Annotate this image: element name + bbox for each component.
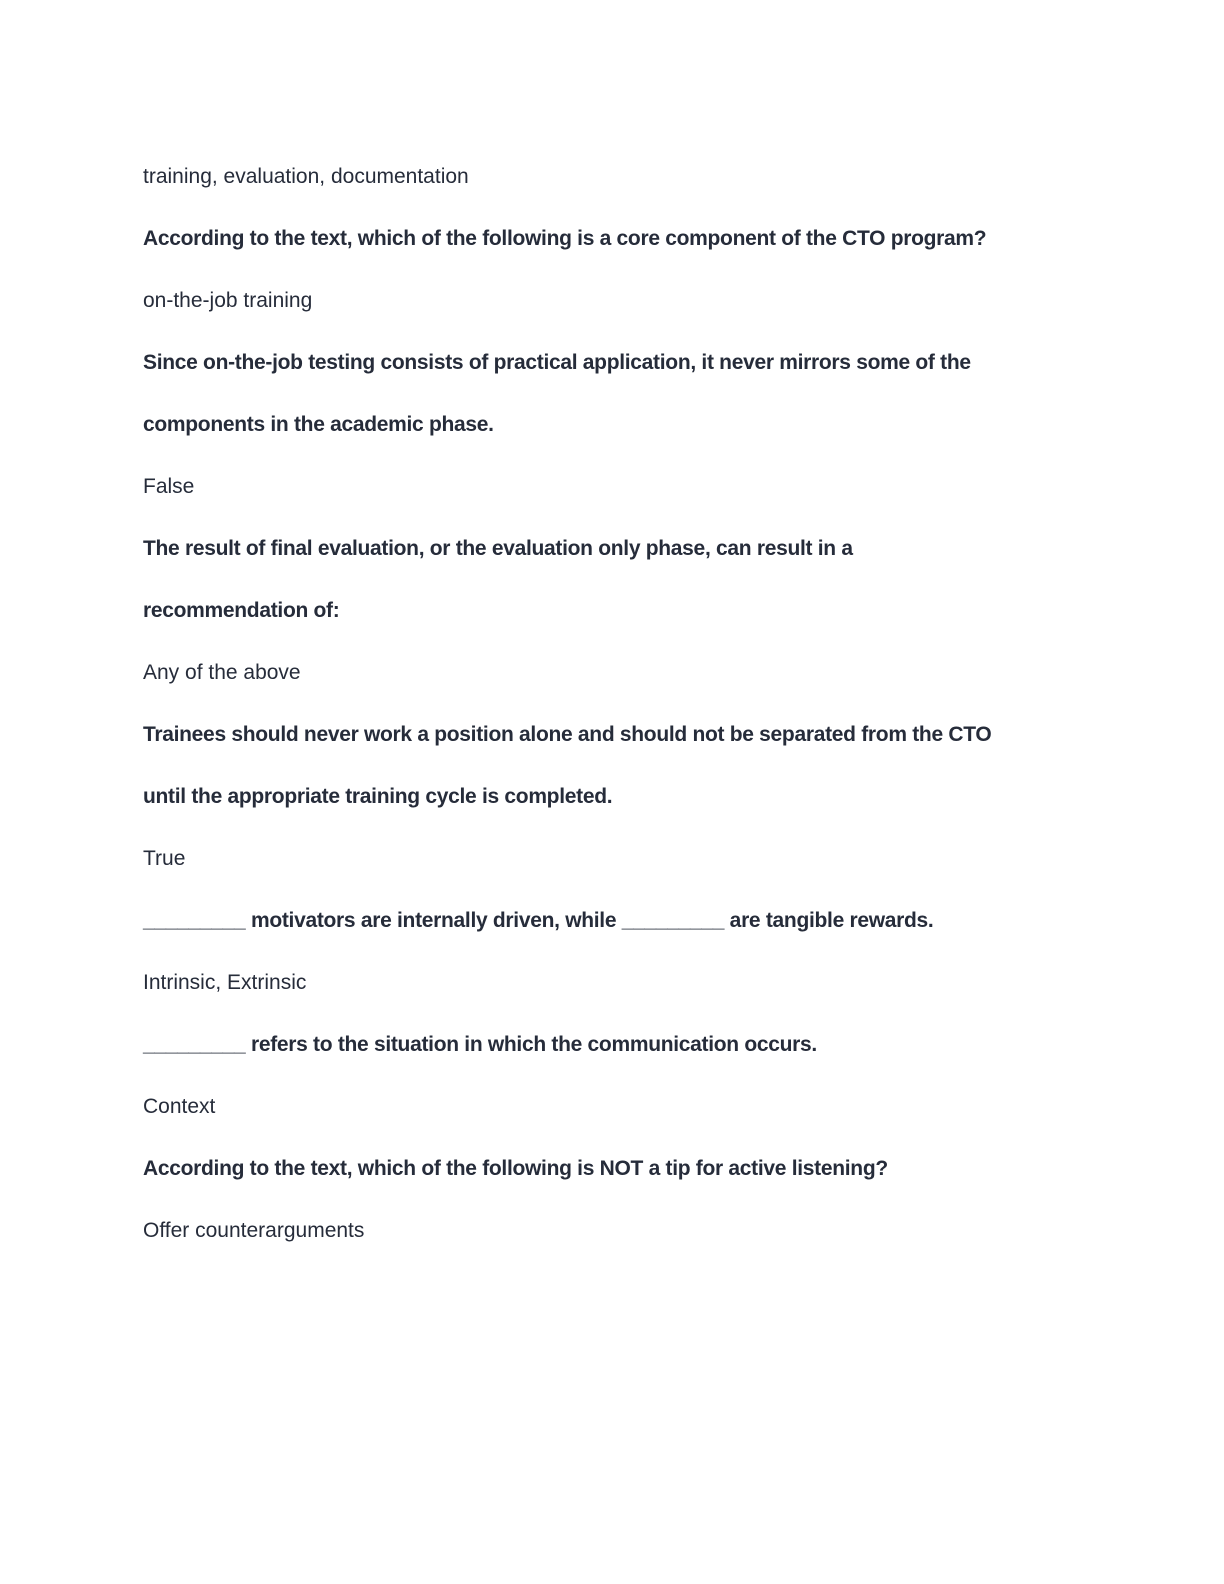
question-text: According to the text, which of the following is NOT a tip for active listening? (143, 1157, 888, 1180)
answer-text: Intrinsic, Extrinsic (143, 971, 307, 994)
question-text: Since on-the-job testing consists of practical application, it never mirrors some of the (143, 351, 971, 374)
answer-text: Context (143, 1095, 216, 1118)
document-body (143, 146, 1103, 1262)
answer-text: Any of the above (143, 661, 301, 684)
question-text: _________ refers to the situation in which the communication occurs. (143, 1033, 817, 1056)
answer-text: training, evaluation, documentation (143, 165, 469, 188)
question-text: components in the academic phase. (143, 413, 494, 436)
question-text: Trainees should never work a position alone and should not be separated from the CTO (143, 723, 992, 746)
question-text: According to the text, which of the following is a core component of the CTO program? (143, 227, 987, 250)
question-text: until the appropriate training cycle is completed. (143, 785, 613, 808)
answer-text: False (143, 475, 195, 498)
answer-text: Offer counterarguments (143, 1219, 365, 1242)
answer-text: True (143, 847, 186, 870)
question-text: The result of final evaluation, or the evaluation only phase, can result in a (143, 537, 853, 560)
question-text: recommendation of: (143, 599, 340, 622)
question-text: _________ motivators are internally driven, while _________ are tangible rewards. (143, 909, 934, 932)
answer-text: on-the-job training (143, 289, 313, 312)
